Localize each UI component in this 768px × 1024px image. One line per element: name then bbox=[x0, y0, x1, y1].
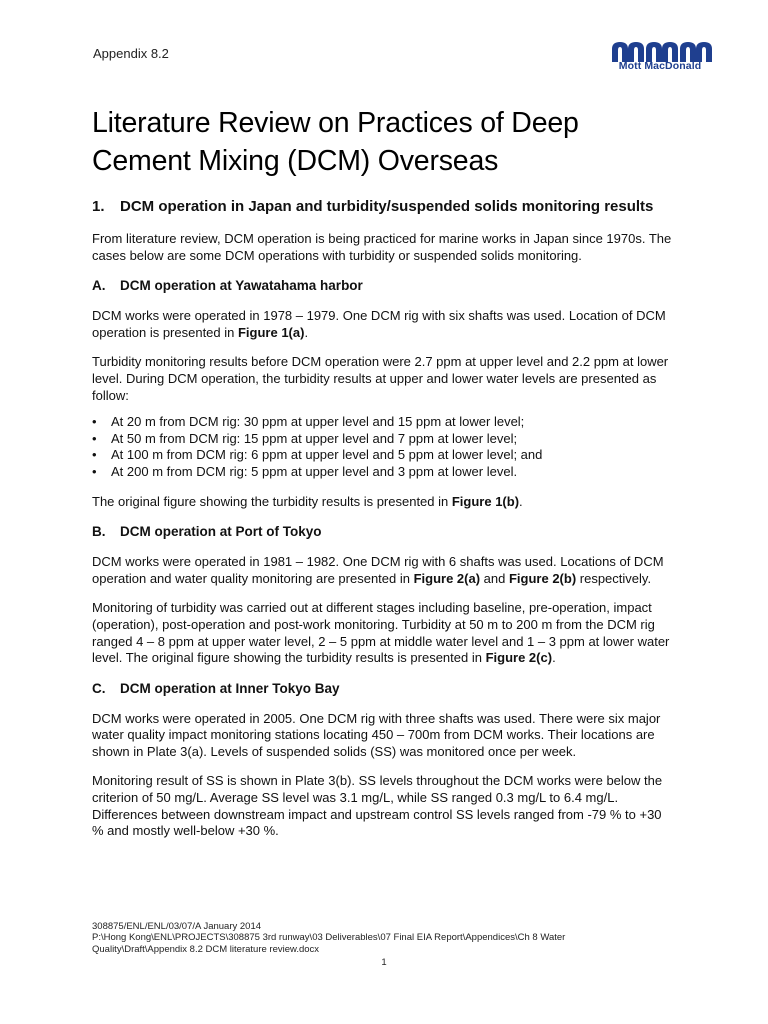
page-number: 1 bbox=[381, 957, 387, 968]
section-a-title: DCM operation at Yawatahama harbor bbox=[120, 278, 363, 294]
section-c-paragraph-2: Monitoring result of SS is shown in Plate 3(b). SS levels throughout the DCM works were below the criterion of 50 mg/L. Average SS level was 3.1 mg/L, while SS ranged 0.3 mg/L to 6.4 mg/L. Differences between downstream impact and upstream control SS levels ranged from -79 % to +30 % and mostly well-below +30 %. bbox=[92, 773, 663, 839]
appendix-label: Appendix 8.2 bbox=[93, 46, 169, 61]
main-content bbox=[92, 104, 672, 840]
turbidity-results-list bbox=[92, 414, 672, 480]
figure-reference: Figure 2(c) bbox=[485, 650, 553, 666]
section-a-paragraph-1 bbox=[92, 308, 672, 341]
paragraph-text: . bbox=[519, 493, 523, 509]
list-item: • At 100 m from DCM rig: 6 ppm at upper level and 5 ppm at lower level; and bbox=[92, 447, 672, 464]
section-1-number: 1. bbox=[92, 198, 105, 215]
paragraph-text: The original figure showing the turbidity results is presented in bbox=[92, 493, 452, 509]
logo-arches-icon bbox=[604, 40, 716, 62]
section-1-title: DCM operation in Japan and turbidity/suspended solids monitoring results bbox=[120, 198, 654, 215]
footer bbox=[92, 921, 652, 955]
section-a-letter: A. bbox=[92, 278, 106, 294]
section-c-title: DCM operation at Inner Tokyo Bay bbox=[120, 680, 340, 696]
list-item: • At 50 m from DCM rig: 15 ppm at upper level and 7 ppm at lower level; bbox=[92, 431, 672, 448]
paragraph-text: . bbox=[304, 324, 309, 340]
section-a-paragraph-2: Turbidity monitoring results before DCM operation were 2.7 ppm at upper level and 2.2 ppm at lower level. During DCM operation, the turbidity results at upper and lower water levels are presented as follow: bbox=[92, 354, 669, 403]
paragraph-text: Monitoring of turbidity was carried out at different stages including baseline, pre-operation, impact (operation), post-operation and post-work monitoring. Turbidity at 50 m to 200 m from the DCM rig ranged 4 – 8 ppm at upper water level, 2 – 5 ppm at middle water level and 1 – 3 ppm at lower water level. The original figure showing the turbidity results is presented in bbox=[92, 600, 670, 666]
paragraph-text: DCM works were operated in 1978 – 1979. One DCM rig with six shafts was used. Location of DCM operation is presented in bbox=[92, 308, 666, 340]
section-c-letter: C. bbox=[92, 680, 106, 696]
section-c-paragraph-1: DCM works were operated in 2005. One DCM rig with three shafts was used. There were six major water quality impact monitoring stations locating 450 – 700m from DCM works. Their locations are shown in Plate 3(a). Levels of suspended solids (SS) was monitored once per week. bbox=[92, 710, 661, 759]
section-b-heading bbox=[92, 523, 672, 541]
paragraph-text: and bbox=[480, 570, 509, 586]
document-title: Literature Review on Practices of Deep Cement Mixing (DCM) Overseas bbox=[92, 107, 579, 177]
section-c-heading bbox=[92, 680, 672, 698]
paragraph-text: respectively. bbox=[576, 570, 652, 586]
section-a-heading bbox=[92, 277, 672, 295]
section-b-paragraph-2 bbox=[92, 600, 672, 666]
paragraph-text: DCM works were operated in 1981 – 1982. One DCM rig with 6 shafts was used. Locations of DCM operation and water quality monitoring are presented in bbox=[92, 554, 664, 586]
figure-reference: Figure 1(a) bbox=[237, 324, 305, 340]
list-item: • At 200 m from DCM rig: 5 ppm at upper level and 3 ppm at lower level. bbox=[92, 464, 672, 481]
footer-file-path: P:\Hong Kong\ENL\PROJECTS\308875 3rd runway\03 Deliverables\07 Final EIA Report\Appendices\Ch 8 Water Quality\Draft\Appendix 8.2 DCM literature review.docx bbox=[92, 932, 566, 955]
section-b-title: DCM operation at Port of Tokyo bbox=[120, 524, 322, 540]
figure-reference: Figure 1(b) bbox=[451, 493, 520, 509]
paragraph-text: . bbox=[552, 650, 556, 666]
section-1-heading bbox=[92, 196, 672, 218]
section-1-intro: From literature review, DCM operation is being practiced for marine works in Japan since 1970s. The cases below are some DCM operations with turbidity or suspended solids monitoring. bbox=[92, 231, 672, 263]
section-a-paragraph-3 bbox=[92, 494, 672, 511]
section-b-paragraph-1 bbox=[92, 554, 672, 587]
mott-macdonald-logo bbox=[604, 40, 716, 76]
list-item: • At 20 m from DCM rig: 30 ppm at upper level and 15 ppm at lower level; bbox=[92, 414, 672, 431]
figure-reference: Figure 2(b) bbox=[508, 570, 577, 586]
figure-reference: Figure 2(a) bbox=[413, 570, 481, 586]
footer-reference: 308875/ENL/ENL/03/07/A January 2014 bbox=[92, 921, 262, 932]
section-b-letter: B. bbox=[92, 524, 106, 540]
logo-text: Mott MacDonald bbox=[618, 60, 702, 72]
